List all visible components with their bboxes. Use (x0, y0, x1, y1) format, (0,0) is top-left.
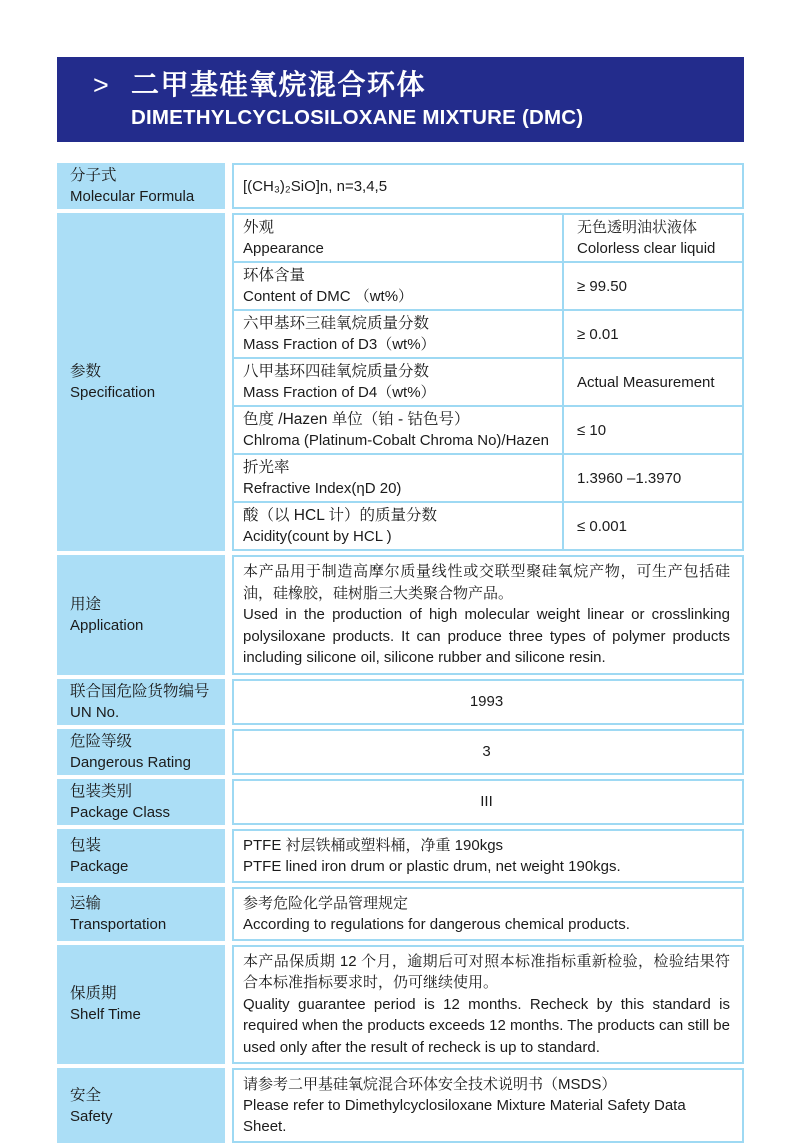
un-no-cell (232, 679, 744, 725)
chevron-icon: > (93, 70, 109, 100)
row-label-application (57, 555, 225, 675)
spec-value (562, 503, 742, 549)
header-band (57, 57, 744, 142)
label-cn: 用途 (70, 595, 102, 613)
spec-row-chroma (234, 405, 742, 453)
spec-row-refractive-index (234, 453, 742, 501)
spec-value-line: Colorless clear liquid (577, 240, 716, 257)
safety-cell (232, 1068, 744, 1143)
spec-value (562, 455, 742, 501)
table-row-dangerous-rating (57, 729, 744, 775)
shelf-time-text-cn: 本产品保质期 12 个月，逾期后可对照本标准指标重新检验，检验结果符合本标准指标要求时，仍可继续使用。 (243, 952, 730, 991)
table-row-specification (57, 213, 744, 551)
spec-value-line: Actual Measurement (577, 373, 715, 391)
label-en: Package Class (70, 803, 171, 821)
spec-value (562, 263, 742, 309)
table-row-un-no (57, 679, 744, 725)
spec-row-d3-fraction (234, 309, 742, 357)
label-en: Application (70, 616, 144, 634)
spec-sheet-table (57, 163, 744, 1147)
spec-value-line: ≥ 99.50 (577, 277, 627, 295)
table-row-molecular-formula (57, 163, 744, 209)
row-label-safety (57, 1068, 225, 1143)
row-label-package (57, 829, 225, 883)
package-class-cell (232, 779, 744, 825)
row-label-package-class (57, 779, 225, 825)
transportation-cell (232, 887, 744, 941)
label-cn: 运输 (70, 894, 102, 912)
label-en: Molecular Formula (70, 188, 195, 205)
label-cn: 参数 (70, 363, 102, 380)
label-cn: 危险等级 (70, 732, 133, 750)
application-text-en: Used in the production of high molecular weight linear or crosslinking polysiloxane products. It can produce three types of polymer products including silicone oil, silicone rubber and silicone resin. (243, 606, 730, 666)
spec-value (562, 311, 742, 357)
spec-name (234, 311, 562, 357)
spec-row-d4-fraction (234, 357, 742, 405)
spec-value (562, 215, 742, 261)
spec-value (562, 359, 742, 405)
spec-name-cn: 色度 /Hazen 单位（铂 - 钴色号） (243, 411, 470, 428)
shelf-time-text-en: Quality guarantee period is 12 months. Recheck by this standard is required when the products exceeds 12 months. The products can still be used only after the result of recheck is up to standard. (243, 995, 730, 1056)
label-en: Package (70, 857, 129, 875)
spec-value-line: ≤ 10 (577, 421, 607, 439)
spec-name-en: Mass Fraction of D4（wt%） (243, 384, 436, 401)
product-title-en: DIMETHYLCYCLOSILOXANE MIXTURE (DMC) (131, 106, 584, 129)
spec-name-en: Chlroma (Platinum-Cobalt Chroma No)/Hazen (243, 432, 549, 449)
spec-row-acidity (234, 501, 742, 549)
spec-name-en: Mass Fraction of D3（wt%） (243, 336, 436, 353)
shelf-time-cell (232, 945, 744, 1065)
label-en: Dangerous Rating (70, 753, 191, 771)
spec-value (562, 407, 742, 453)
spec-name-cn: 六甲基环三硅氧烷质量分数 (243, 315, 430, 332)
spec-value-line: 无色透明油状液体 (577, 219, 698, 236)
spec-value-line: ≥ 0.01 (577, 325, 619, 343)
label-en: Shelf Time (70, 1006, 141, 1024)
spec-row-appearance (234, 215, 742, 261)
spec-name (234, 359, 562, 405)
title-line (93, 67, 744, 103)
label-en: Specification (70, 384, 156, 401)
spec-name-en: Refractive Index(ηD 20) (243, 480, 402, 497)
spec-name (234, 215, 562, 261)
transportation-text-en: According to regulations for dangerous chemical products. (243, 915, 630, 933)
spec-name-cn: 八甲基环四硅氧烷质量分数 (243, 363, 430, 380)
label-cn: 分子式 (70, 167, 117, 184)
spec-name-cn: 外观 (243, 219, 275, 236)
product-title-cn: 二甲基硅氧烷混合环体 (131, 69, 427, 100)
label-cn: 包装类别 (70, 782, 133, 800)
table-row-package-class (57, 779, 744, 825)
package-cell (232, 829, 744, 883)
row-label-shelf-time (57, 945, 225, 1065)
un-no-value: 1993 (469, 693, 504, 710)
row-label-molecular-formula (57, 163, 225, 209)
dangerous-rating-cell (232, 729, 744, 775)
table-row-shelf-time (57, 945, 744, 1065)
label-cn: 包装 (70, 836, 102, 854)
spec-name-cn: 环体含量 (243, 267, 306, 284)
transportation-text-cn: 参考危险化学品管理规定 (243, 894, 409, 912)
application-text-cn: 本产品用于制造高摩尔质量线性或交联型聚硅氧烷产物，可生产包括硅油，硅橡胶，硅树脂三大类聚合物产品。 (243, 563, 730, 602)
table-row-safety (57, 1068, 744, 1143)
spec-row-content-of-dmc (234, 261, 742, 309)
label-en: Transportation (70, 915, 167, 933)
row-label-dangerous-rating (57, 729, 225, 775)
row-label-specification (57, 213, 225, 551)
spec-value-line: 1.3960 –1.3970 (577, 469, 682, 487)
row-label-transportation (57, 887, 225, 941)
label-cn: 联合国危险货物编号 (70, 682, 210, 700)
molecular-formula-cell (232, 163, 744, 209)
table-row-transportation (57, 887, 744, 941)
spec-name (234, 455, 562, 501)
table-row-application (57, 555, 744, 675)
label-cn: 安全 (70, 1086, 102, 1104)
spec-name-cn: 折光率 (243, 459, 290, 476)
row-label-un-no (57, 679, 225, 725)
application-cell (232, 555, 744, 675)
label-en: Safety (70, 1107, 113, 1125)
spec-name-cn: 酸（以 HCL 计）的质量分数 (243, 507, 438, 524)
safety-text-cn: 请参考二甲基硅氧烷混合环体安全技术说明书（MSDS） (243, 1076, 617, 1093)
spec-value-line: ≤ 0.001 (577, 517, 627, 535)
label-en: UN No. (70, 703, 120, 721)
spec-name (234, 263, 562, 309)
spec-name-en: Appearance (243, 240, 324, 257)
molecular-formula-value: [(CH₃)₂SiO]n, n=3,4,5 (243, 177, 388, 195)
table-row-package (57, 829, 744, 883)
spec-name (234, 503, 562, 549)
package-text-cn: PTFE 衬层铁桶或塑料桶，净重 190kgs (243, 836, 504, 854)
specification-block (232, 213, 744, 551)
package-text-en: PTFE lined iron drum or plastic drum, net weight 190kgs. (243, 857, 621, 875)
package-class-value: III (480, 793, 493, 810)
spec-name-en: Content of DMC （wt%） (243, 288, 414, 305)
safety-text-en: Please refer to Dimethylcyclosiloxane Mixture Material Safety Data Sheet. (243, 1097, 686, 1135)
spec-name (234, 407, 562, 453)
dangerous-rating-value: 3 (482, 743, 491, 760)
label-cn: 保质期 (70, 985, 117, 1003)
spec-name-en: Acidity(count by HCL ) (243, 528, 392, 545)
